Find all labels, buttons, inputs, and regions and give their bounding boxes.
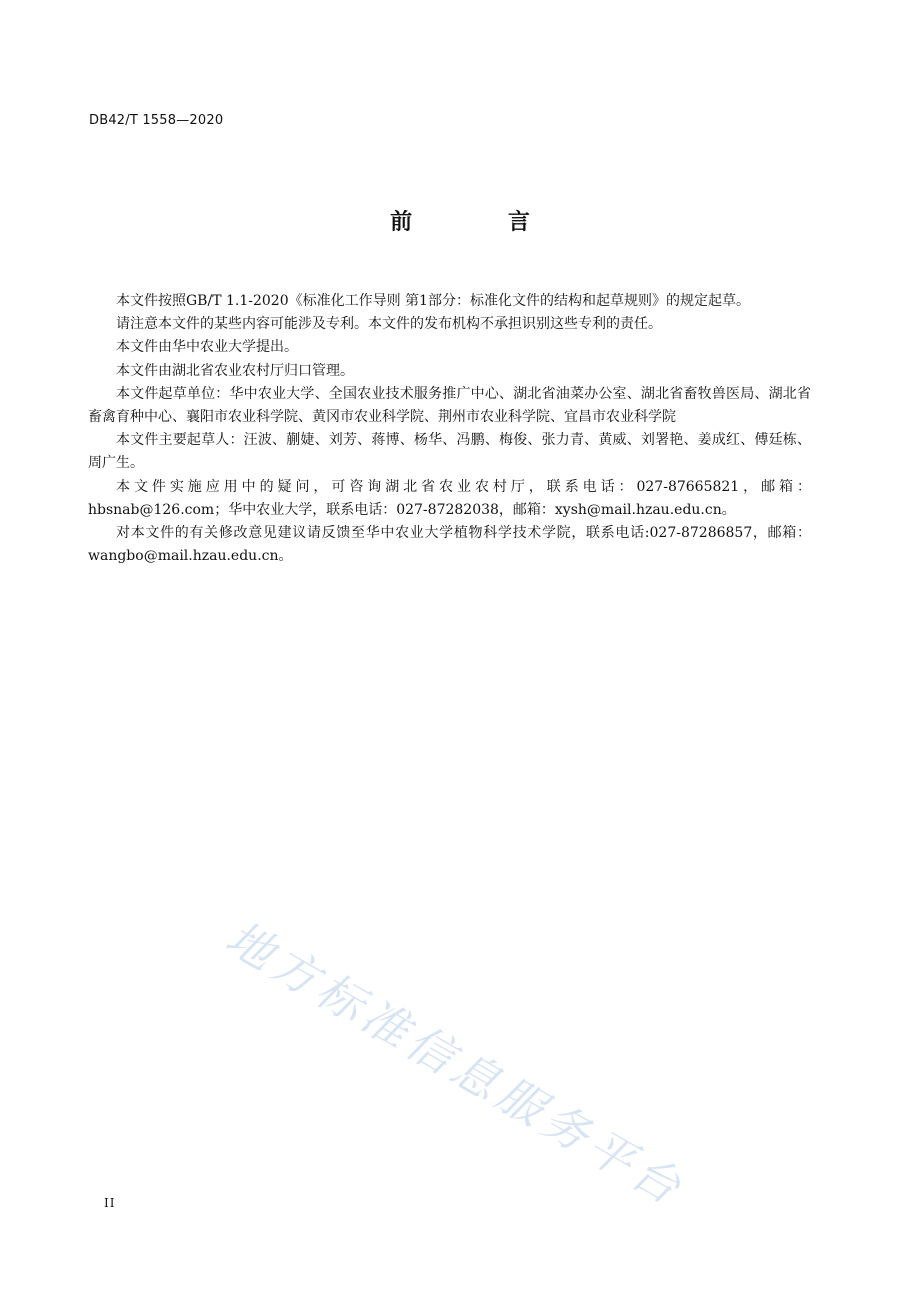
document-code: DB42/T 1558—2020	[89, 113, 224, 128]
paragraph-feedback: 对本文件的有关修改意见建议请反馈至华中农业大学植物科学技术学院，联系电话:027-87286857，邮箱：wangbo@mail.hzau.edu.cn。	[88, 525, 811, 565]
paragraph-drafting-basis: 本文件按照GB/T 1.1-2020《标准化工作导则 第1部分：标准化文件的结构和起草规则》的规定起草。	[116, 293, 750, 309]
paragraph-patent-notice: 请注意本文件的某些内容可能涉及专利。本文件的发布机构不承担识别这些专利的责任。	[116, 316, 662, 333]
foreword-body	[88, 290, 811, 568]
watermark: 地方标准信息服务平台	[217, 910, 695, 1217]
page-number: II	[104, 1196, 116, 1210]
paragraph-proposer: 本文件由华中农业大学提出。	[116, 339, 298, 356]
paragraph-drafting-units: 本文件起草单位：华中农业大学、全国农业技术服务推广中心、湖北省油菜办公室、湖北省畜牧兽医局、湖北省畜禽育种中心、襄阳市农业科学院、黄冈市农业科学院、荆州市农业科学院、宜昌市农业科学院	[88, 385, 811, 426]
page-title: 前 言	[390, 210, 574, 235]
paragraph-administrator: 本文件由湖北省农业农村厅归口管理。	[116, 362, 354, 379]
paragraph-contact-info: 本文件实施应用中的疑问，可咨询湖北省农业农村厅，联系电话：027-87665821，邮箱：hbsnab@126.com；华中农业大学，联系电话：027-87282038，邮箱：xysh@mail.hzau.edu.cn。	[88, 478, 811, 518]
paragraph-drafters: 本文件主要起草人：汪波、蒯婕、刘芳、蒋博、杨华、冯鹏、梅俊、张力青、黄威、刘署艳、姜成红、傅廷栋、周广生。	[88, 432, 811, 472]
